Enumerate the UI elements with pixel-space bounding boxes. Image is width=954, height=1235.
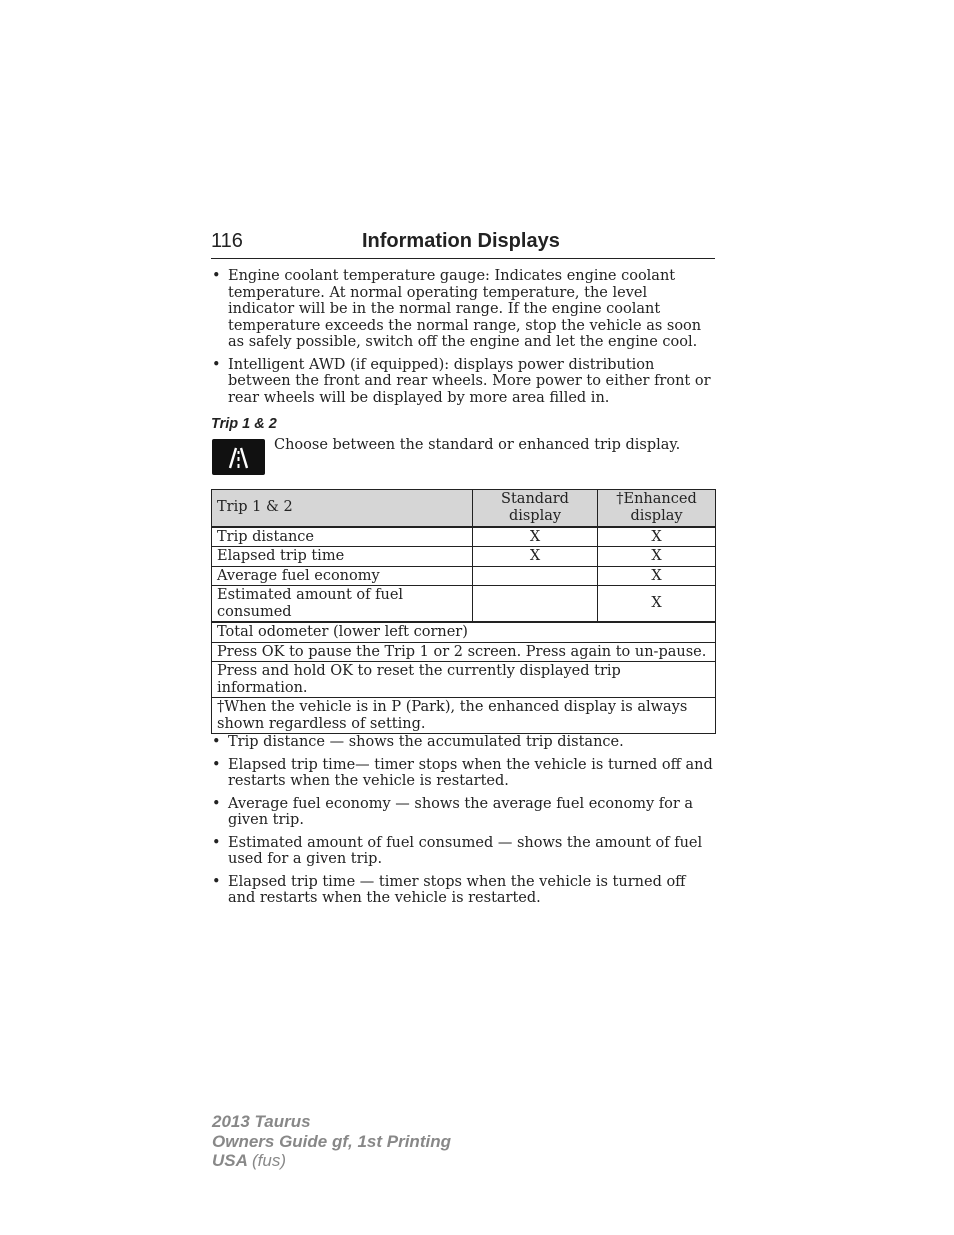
footer-region: USA [212,1151,248,1170]
table-row [212,698,716,734]
table-row [212,662,716,698]
table-header-cell: Standard display [473,489,598,527]
table-cell: X [598,547,716,567]
table-cell: †When the vehicle is in P (Park), the enhanced display is always shown regardless of setting. [212,698,716,734]
list-item: • Elapsed trip time — timer stops when the vehicle is turned off and restarts when the vehicle is restarted. [211,874,716,907]
table-cell: Press and hold OK to reset the currently displayed trip information. [212,662,716,698]
section-heading: Trip 1 & 2 [211,416,277,432]
table-row [212,586,716,623]
table-cell: Average fuel economy [212,566,473,586]
table-cell: X [598,566,716,586]
table-cell: X [473,527,598,547]
table-row [212,622,716,642]
table-row [212,642,716,662]
table-cell [473,566,598,586]
intro-bullet-list [211,268,716,406]
page-footer [212,1112,451,1171]
footer-line: Owners Guide gf, 1st Printing [212,1131,451,1151]
note-text: Choose between the standard or enhanced trip display. [274,436,681,453]
list-item: • Intelligent AWD (if equipped): displays power distribution between the front and rear wheels. More power to either front or rear wheels will be displayed by more area filled in. [211,357,716,407]
list-item: • Elapsed trip time— timer stops when the vehicle is turned off and restarts when the vehicle is restarted. [211,757,716,790]
footer-line: 2013 Taurus [212,1112,311,1131]
list-item: • Trip distance — shows the accumulated trip distance. [211,734,716,751]
table-cell: Press OK to pause the Trip 1 or 2 screen. Press again to un-pause. [212,642,716,662]
table-row [212,527,716,547]
table-row [212,566,716,586]
trip-bullet-list [211,734,716,907]
table-cell: X [598,586,716,623]
table-cell: X [473,547,598,567]
road-icon [212,439,265,475]
list-item: • Average fuel economy — shows the average fuel economy for a given trip. [211,796,716,829]
table-cell [473,586,598,623]
table-cell: Elapsed trip time [212,547,473,567]
list-item: • Estimated amount of fuel consumed — shows the amount of fuel used for a given trip. [211,835,716,868]
page-header [211,230,715,259]
footer-line [212,1151,451,1171]
table-row [212,547,716,567]
table-header-row [212,489,716,527]
note-row [211,437,716,477]
footer-region-code: (fus) [252,1151,286,1170]
table-header-cell: Trip 1 & 2 [212,489,473,527]
list-item: • Engine coolant temperature gauge: Indicates engine coolant temperature. At normal operating temperature, the level indicator will be in the normal range. If the engine coolant temperature exceeds the normal range, stop the vehicle as soon as safely possible, switch off the engine and let the engine cool. [211,268,716,351]
table-cell: X [598,527,716,547]
table-header-cell: †Enhanced display [598,489,716,527]
table-cell: Total odometer (lower left corner) [212,622,716,642]
table-cell: Trip distance [212,527,473,547]
table-cell: Estimated amount of fuel consumed [212,586,473,623]
page-title: Information Displays [362,230,560,252]
page-content [211,268,716,913]
trip-display-table [211,489,716,735]
page-number: 116 [211,230,243,252]
